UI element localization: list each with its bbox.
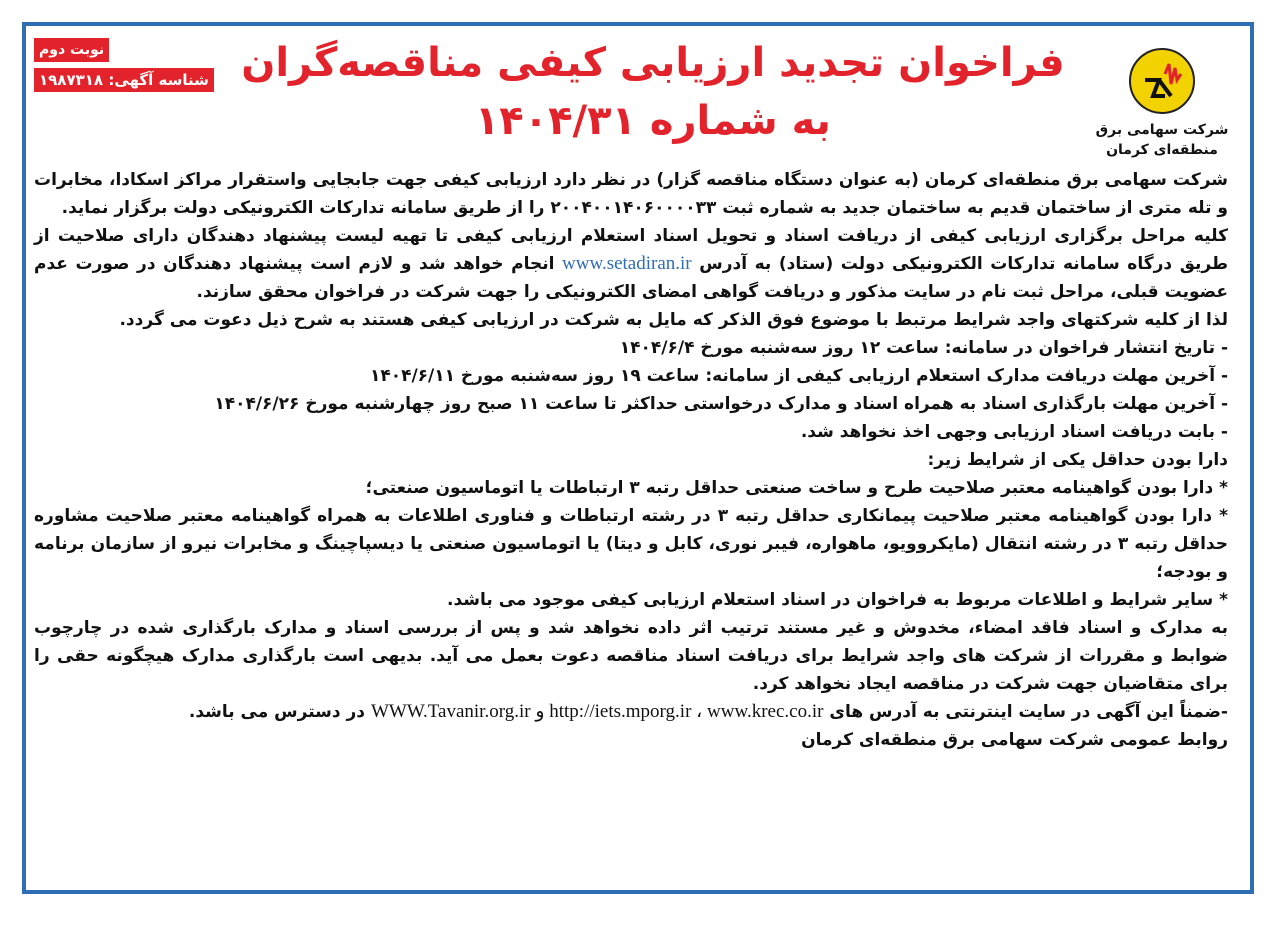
date-item: - آخرین مهلت دریافت مدارک استعلام ارزیابی کیفی از سامانه: ساعت ۱۹ روز سه‌شنبه مورخ ۱۴۰۴/۶/۱۱ — [369, 366, 1228, 386]
paragraph-invitation: لذا از کلیه شرکتهای واجد شرایط مرتبط با موضوع فوق الذکر که مایل به شرکت در ارزیابی کیفی هستند به شرح ذیل دعوت می گردد. — [119, 310, 1228, 330]
date-item: - تاریخ انتشار فراخوان در سامانه: ساعت ۱۲ روز سه‌شنبه مورخ ۱۴۰۴/۶/۴ — [619, 338, 1228, 358]
page-title — [224, 34, 1082, 150]
company-logo — [1092, 34, 1232, 160]
conditions-heading: دارا بودن حداقل یکی از شرایط زیر: — [927, 450, 1228, 470]
paragraph-documents: به مدارک و اسناد فاقد امضاء، مخدوش و غیر مستند ترتیب اثر داده نخواهد شد و پس از بررسی اسناد و مدارک بارگذاری شده در چارچوب ضوابط و مقررات از شرکت های واجد شرایط برای دریافت اسناد مناقصه دعوت بعمل می آید. بدیهی است بارگذاری مدارک هیچگونه حقی را برای متقاضیان جهت شرکت در مناقصه ایجاد نخواهد کرد. — [34, 618, 1228, 694]
header — [34, 34, 1232, 160]
round-badge: نوبت دوم — [34, 38, 109, 62]
condition-item: * سایر شرایط و اطلاعات مربوط به فراخوان در اسناد استعلام ارزیابی کیفی موجود می باشد. — [447, 590, 1228, 610]
paragraph-intro: شرکت سهامی برق منطقه‌ای کرمان (به عنوان دستگاه مناقصه گزار) در نظر دارد ارزیابی کیفی جهت جابجایی واستقرار مراکز اسکادا، مخابرات و تله متری از ساختمان قدیم به ساختمان جدید به شماره ثبت ۲۰۰۴۰۰۱۴۰۶۰۰۰۰۳۳ را از طریق سامانه تدارکات الکترونیکی دولت برگزار نماید. — [34, 170, 1228, 218]
paragraph-websites — [34, 698, 1228, 726]
title-line-1: فراخوان تجدید ارزیابی کیفی مناقصه‌گران — [241, 40, 1065, 86]
date-item: - بابت دریافت اسناد ارزیابی وجهی اخذ نخواهد شد. — [800, 422, 1228, 442]
condition-item: * دارا بودن گواهینامه معتبر صلاحیت طرح و ساخت صنعتی حداقل رتبه ۳ ارتباطات یا اتوماسیون صنعتی؛ — [365, 478, 1228, 498]
setadiran-link[interactable]: www.setadiran.ir — [562, 253, 692, 274]
signature: روابط عمومی شرکت سهامی برق منطقه‌ای کرمان — [801, 730, 1228, 750]
title-line-2: به شماره ۱۴۰۴/۳۱ — [474, 98, 831, 144]
websites-text-2: در دسترس می باشد. — [188, 702, 366, 722]
date-item: - آخرین مهلت بارگذاری اسناد به همراه اسناد و مدارک درخواستی حداکثر تا ساعت ۱۱ صبح روز چهارشنبه مورخ ۱۴۰۴/۶/۲۶ — [214, 394, 1228, 414]
company-name: شرکت سهامی برق منطقه‌ای کرمان — [1095, 122, 1229, 158]
ad-body — [34, 166, 1232, 754]
procedure-text: کلیه مراحل برگزاری ارزیابی کیفی از دریافت اسناد و تحویل اسناد استعلام ارزیابی کیفی تا تهیه لیست پیشنهاد دهندگان دارای صلاحیت از طریق درگاه سامانه تدارکات الکترونیکی دولت (ستاد) به آدرس — [34, 226, 1228, 274]
paragraph-procedure — [34, 222, 1228, 306]
condition-item: * دارا بودن گواهینامه معتبر صلاحیت پیمانکاری حداقل رتبه ۳ در رشته ارتباطات و فناوری اطلاعات به همراه گواهینامه معتبر صلاحیت مشاوره حداقل رتبه ۳ در رشته انتقال (مایکروویو، ماهواره، فیبر نوری، کابل و دیتا) یا اتوماسیون صنعتی یا دیسپاچینگ و مخابرات نیرو از سازمان برنامه و بودجه؛ — [34, 506, 1229, 582]
advertisement-frame — [22, 22, 1254, 894]
websites-text: -ضمناً این آگهی در سایت اینترنتی به آدرس های — [829, 702, 1228, 722]
procedure-text-2: انجام خواهد شد و لازم است پیشنهاد دهندگان در صورت عدم عضویت قبلی، مراحل ثبت نام در سایت مذکور و دریافت گواهی امضای الکترونیکی را جهت شرکت در فراخوان محقق سازند. — [34, 254, 1228, 302]
website-links[interactable]: http://iets.mporg.ir ، www.krec.co.ir و WWW.Tavanir.org.ir — [370, 701, 824, 722]
badges — [34, 34, 214, 98]
ad-id-badge: شناسه آگهی: ۱۹۸۷۳۱۸ — [34, 68, 214, 92]
electricity-logo-icon — [1129, 48, 1195, 114]
